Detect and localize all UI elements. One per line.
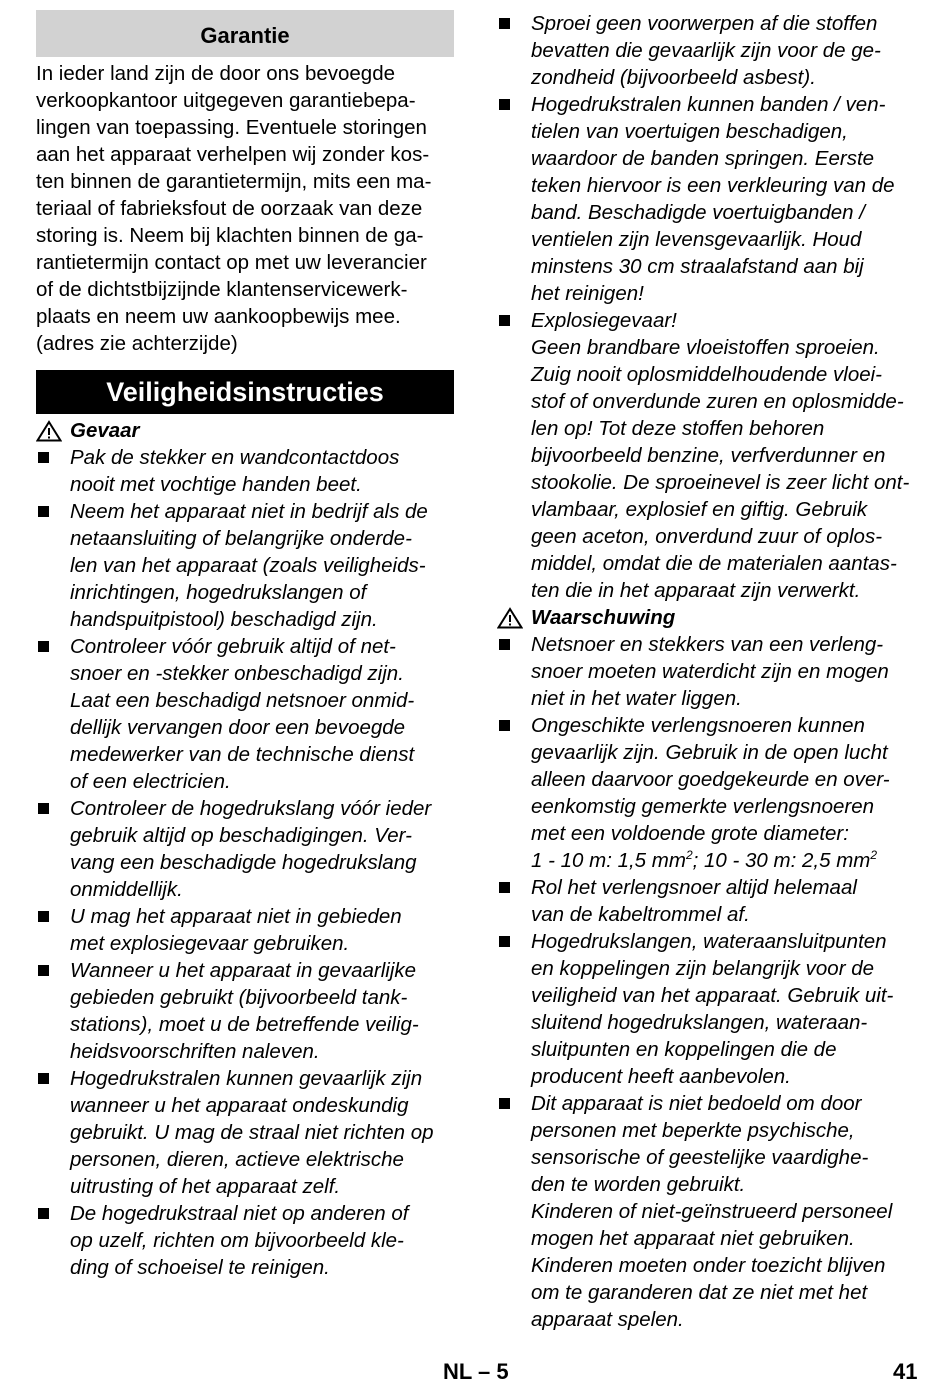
- list-item-line: handspuitpistool) beschadigd zijn.: [70, 608, 378, 631]
- list-item-line: apparaat spelen.: [531, 1308, 684, 1331]
- list-item-line: nooit met vochtige handen beet.: [70, 473, 362, 496]
- list-item-line: heidsvoorschriften naleven.: [70, 1040, 320, 1063]
- square-bullet-icon: [499, 882, 510, 893]
- list-item: [497, 10, 917, 91]
- list-item-line: Kinderen moeten onder toezicht blijven: [531, 1254, 886, 1277]
- superscript: 2: [870, 848, 878, 863]
- warning-heading: [497, 604, 917, 631]
- list-item-line: gevaarlijk zijn. Gebruik in de open lucht: [531, 741, 888, 764]
- paragraph-line: verkoopkantoor uitgegeven garantiebepa-: [36, 89, 416, 112]
- list-item-line: mogen het apparaat niet gebruiken.: [531, 1227, 855, 1250]
- list-item-line: gebruik altijd op beschadigingen. Ver-: [70, 824, 412, 847]
- list-item-line: wanneer u het apparaat ondeskundig: [70, 1094, 409, 1117]
- paragraph-line: rantietermijn contact op met uw leverancier: [36, 251, 427, 274]
- list-item-line: Sproei geen voorwerpen af die stoffen: [531, 12, 878, 35]
- list-item-line: De hogedrukstraal niet op anderen of: [70, 1202, 409, 1225]
- list-item-line: ding of schoeisel te reinigen.: [70, 1256, 330, 1279]
- paragraph-line: of de dichtstbijzijnde klantenservicewerk-: [36, 278, 408, 301]
- list-item-line: Controleer de hogedrukslang vóór ieder: [70, 797, 432, 820]
- list-item: [36, 498, 454, 633]
- square-bullet-icon: [499, 1098, 510, 1109]
- list-item: [497, 928, 917, 1090]
- square-bullet-icon: [499, 99, 510, 110]
- danger-label: Gevaar: [70, 419, 140, 442]
- list-item: [36, 444, 454, 498]
- list-item-line: dellijk vervangen door een bevoegde: [70, 716, 406, 739]
- list-item-line: snoer en -stekker onbeschadigd zijn.: [70, 662, 404, 685]
- diameter-part1: 1 - 10 m: 1,5 mm: [531, 849, 686, 872]
- square-bullet-icon: [38, 803, 49, 814]
- diameter-part2: ; 10 - 30 m: 2,5 mm: [692, 849, 871, 872]
- list-item-line: medewerker van de technische dienst: [70, 743, 415, 766]
- list-item: [36, 1065, 454, 1200]
- list-item-line: Neem het apparaat niet in bedrijf als de: [70, 500, 428, 523]
- list-item-line: stations), moet u de betreffende veilig-: [70, 1013, 419, 1036]
- list-item: [36, 903, 454, 957]
- list-item-line: Pak de stekker en wandcontactdoos: [70, 446, 400, 469]
- superscript: 2: [685, 848, 693, 863]
- danger-heading: [36, 417, 454, 444]
- list-item-line: personen, dieren, actieve elektrische: [70, 1148, 404, 1171]
- list-item-line: met een voldoende grote diameter:: [531, 822, 849, 845]
- warning-triangle-icon: [36, 420, 62, 442]
- list-item-line: van de kabeltrommel af.: [531, 903, 750, 926]
- list-item-line: minstens 30 cm straalafstand aan bij: [531, 255, 864, 278]
- list-item-line: ventielen zijn levensgevaarlijk. Houd: [531, 228, 862, 251]
- list-item-line: en koppelingen zijn belangrijk voor de: [531, 957, 875, 980]
- list-item-line: middel, omdat die de materialen aantas-: [531, 552, 897, 575]
- list-item-line: sluitend hogedrukslangen, wateraan-: [531, 1011, 868, 1034]
- square-bullet-icon: [499, 639, 510, 650]
- list-item: [497, 91, 917, 307]
- list-item-line: producent heeft aanbevolen.: [531, 1065, 791, 1088]
- square-bullet-icon: [38, 1073, 49, 1084]
- garantie-paragraph: [36, 60, 454, 357]
- list-item-line: vang een beschadigde hogedrukslang: [70, 851, 417, 874]
- list-item-line: band. Beschadigde voertuigbanden /: [531, 201, 865, 224]
- list-item-line: U mag het apparaat niet in gebieden: [70, 905, 402, 928]
- paragraph-line: lingen van toepassing. Eventuele storingen: [36, 116, 427, 139]
- square-bullet-icon: [499, 936, 510, 947]
- list-item-line: stookolie. De sproeinevel is zeer licht ont-: [531, 471, 910, 494]
- list-item-line: netaansluiting of belangrijke onderde-: [70, 527, 412, 550]
- list-item-line: Hogedrukslangen, wateraansluitpunten: [531, 930, 887, 953]
- square-bullet-icon: [38, 911, 49, 922]
- list-item-line: waardoor de banden springen. Eerste: [531, 147, 875, 170]
- square-bullet-icon: [38, 1208, 49, 1219]
- list-item-line: personen met beperkte psychische,: [531, 1119, 855, 1142]
- list-item-line: Explosiegevaar!: [531, 309, 677, 332]
- list-item-line: uitrusting of het apparaat zelf.: [70, 1175, 341, 1198]
- list-item: [36, 1200, 454, 1281]
- square-bullet-icon: [499, 315, 510, 326]
- garantie-heading: Garantie: [36, 10, 454, 57]
- list-item-line: Controleer vóór gebruik altijd of net-: [70, 635, 396, 658]
- paragraph-line: aan het apparaat verhelpen wij zonder kos-: [36, 143, 430, 166]
- list-item-line: of een electricien.: [70, 770, 231, 793]
- list-item-line: tielen van voertuigen beschadigen,: [531, 120, 848, 143]
- warning-label: Waarschuwing: [531, 606, 676, 629]
- list-item-line: Dit apparaat is niet bedoeld om door: [531, 1092, 862, 1115]
- list-item-line: ten die in het apparaat zijn verwerkt.: [531, 579, 861, 602]
- list-item-line: niet in het water liggen.: [531, 687, 742, 710]
- list-item-line: alleen daarvoor goedgekeurde en over-: [531, 768, 890, 791]
- list-item-line: Netsnoer en stekkers van een verleng-: [531, 633, 884, 656]
- list-item-line: Hogedrukstralen kunnen gevaarlijk zijn: [70, 1067, 423, 1090]
- list-item-line: Ongeschikte verlengsnoeren kunnen: [531, 714, 865, 737]
- list-item-line: bijvoorbeeld benzine, verfverdunner en: [531, 444, 886, 467]
- diameter-line: [531, 847, 917, 874]
- list-item-line: om te garanderen dat ze niet met het: [531, 1281, 868, 1304]
- square-bullet-icon: [38, 641, 49, 652]
- list-item-line: den te worden gebruikt.: [531, 1173, 746, 1196]
- list-item: [497, 712, 917, 874]
- list-item-line: inrichtingen, hogedrukslangen of: [70, 581, 367, 604]
- list-item-line: len van het apparaat (zoals veiligheids-: [70, 554, 426, 577]
- paragraph-line: (adres zie achterzijde): [36, 332, 238, 355]
- list-item: [36, 795, 454, 903]
- warning-triangle-icon: [497, 607, 523, 629]
- list-item-line: Hogedrukstralen kunnen banden / ven-: [531, 93, 886, 116]
- list-item-line: Rol het verlengsnoer altijd helemaal: [531, 876, 857, 899]
- list-item-line: geen aceton, onverdund zuur of oplos-: [531, 525, 883, 548]
- paragraph-line: ten binnen de garantietermijn, mits een ma-: [36, 170, 432, 193]
- paragraph-line: In ieder land zijn de door ons bevoegde: [36, 62, 396, 85]
- safety-heading: Veiligheidsinstructies: [36, 370, 454, 414]
- list-item: [36, 957, 454, 1065]
- list-item-line: eenkomstig gemerkte verlengsnoeren: [531, 795, 874, 818]
- list-item-line: gebruikt. U mag de straal niet richten op: [70, 1121, 434, 1144]
- list-item: [497, 874, 917, 928]
- list-item-line: len op! Tot deze stoffen behoren: [531, 417, 825, 440]
- list-item-line: veiligheid van het apparaat. Gebruik uit-: [531, 984, 894, 1007]
- list-item-line: Wanneer u het apparaat in gevaarlijke: [70, 959, 417, 982]
- list-item-line: vlambaar, explosief en giftig. Gebruik: [531, 498, 868, 521]
- footer-section-label: NL – 5: [443, 1359, 509, 1383]
- list-item-line: stof of onverdunde zuren en oplosmidde-: [531, 390, 904, 413]
- list-item: [497, 1090, 917, 1333]
- square-bullet-icon: [38, 965, 49, 976]
- list-item: [497, 307, 917, 604]
- left-column: [36, 10, 454, 1281]
- list-item-line: Geen brandbare vloeistoffen sproeien.: [531, 336, 880, 359]
- list-item-line: op uzelf, richten om bijvoorbeeld kle-: [70, 1229, 404, 1252]
- square-bullet-icon: [499, 18, 510, 29]
- list-item-line: bevatten die gevaarlijk zijn voor de ge-: [531, 39, 881, 62]
- list-item-line: Kinderen of niet-geïnstrueerd personeel: [531, 1200, 893, 1223]
- paragraph-line: teriaal of fabrieksfout de oorzaak van deze: [36, 197, 423, 220]
- list-item-line: sluitpunten en koppelingen die de: [531, 1038, 837, 1061]
- list-item-line: onmiddellijk.: [70, 878, 183, 901]
- square-bullet-icon: [38, 452, 49, 463]
- list-item-line: sensorische of geestelijke vaardighe-: [531, 1146, 869, 1169]
- list-item-line: zondheid (bijvoorbeeld asbest).: [531, 66, 816, 89]
- list-item-line: het reinigen!: [531, 282, 644, 305]
- list-item-line: Zuig nooit oplosmiddelhoudende vloei-: [531, 363, 883, 386]
- square-bullet-icon: [499, 720, 510, 731]
- list-item-line: snoer moeten waterdicht zijn en mogen: [531, 660, 889, 683]
- list-item-line: teken hiervoor is een verkleuring van de: [531, 174, 895, 197]
- list-item-line: gebieden gebruikt (bijvoorbeeld tank-: [70, 986, 408, 1009]
- list-item-line: Laat een beschadigd netsnoer onmid-: [70, 689, 415, 712]
- page-number: 41: [893, 1359, 918, 1383]
- list-item: [36, 633, 454, 795]
- square-bullet-icon: [38, 506, 49, 517]
- right-column: [497, 10, 917, 1333]
- list-item: [497, 631, 917, 712]
- list-item-line: met explosiegevaar gebruiken.: [70, 932, 350, 955]
- paragraph-line: plaats en neem uw aankoopbewijs mee.: [36, 305, 401, 328]
- paragraph-line: storing is. Neem bij klachten binnen de ga-: [36, 224, 424, 247]
